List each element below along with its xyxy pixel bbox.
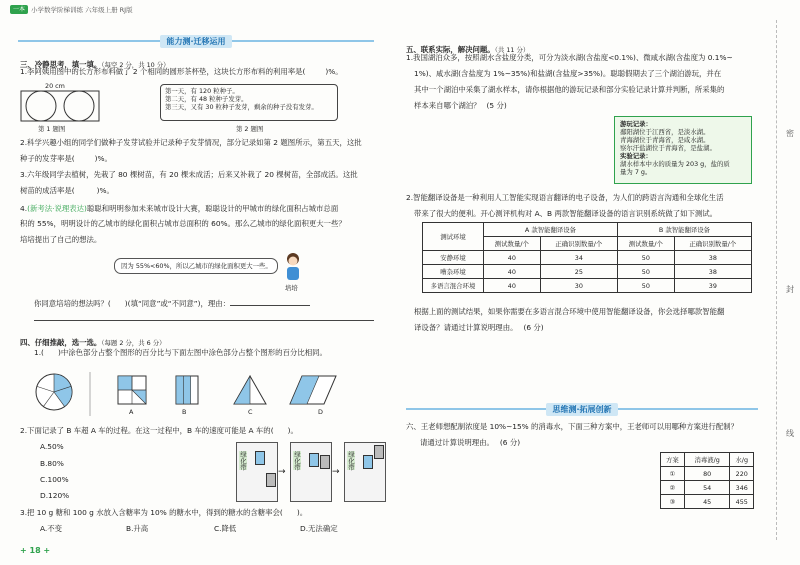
arrow-icon: →: [278, 467, 286, 477]
reference-circle: [36, 374, 72, 410]
fig2-caption: 第 2 题图: [236, 125, 264, 133]
side-mark: 线: [786, 429, 794, 438]
thinking-banner: [406, 402, 758, 416]
overtake-diagram: [236, 442, 386, 502]
coaster-circle-1: [26, 91, 56, 121]
table-row: 安静环境 40 34 50 38: [423, 251, 752, 265]
road-frame-2: 绿化带: [290, 442, 332, 502]
table-header: B 款智能翻译设备: [617, 223, 751, 237]
table-row: ① 80 220: [661, 467, 754, 481]
seed-log-card: [160, 84, 338, 121]
shape-label: C: [248, 408, 253, 416]
fabric-rectangle: [20, 90, 102, 124]
speaker-label: 培培: [285, 284, 298, 292]
road-frame-3: 绿化带: [344, 442, 386, 502]
table-row: ② 54 346: [661, 481, 754, 495]
q4-3-option[interactable]: C.降低: [214, 524, 237, 533]
seed-log-line: 第一天，有 120 粒种子。: [165, 87, 239, 95]
speech-text: 因为 55%<60%，所以乙城市的绿化面积更大一些。: [121, 262, 272, 270]
shape-label: D: [318, 408, 323, 416]
seal-line: [776, 20, 777, 540]
q4-2-option[interactable]: B.80%: [40, 459, 64, 468]
travel-line: 青海湖位于青海省，是咸水湖。: [620, 136, 710, 144]
section-3-heading: 三、冷静思考，填一填。（每空 2 分，共 10 分）: [20, 60, 170, 69]
new-format-tag: (新考法·说理表达): [27, 204, 87, 213]
q3-4d: 你同意培培的想法吗？( )(填“同意”或“不同意”)，理由：: [34, 299, 310, 309]
table-subheader: 正确识别数量/个: [674, 237, 751, 251]
table-subheader: 测试数量/个: [484, 237, 541, 251]
answer-line[interactable]: [34, 320, 374, 321]
seed-log-line: 第三天，又有 30 粒种子发芽，剩余的种子没有发芽。: [165, 103, 318, 111]
q3-1: 1.李阿姨用图中的长方形布料做了 2 个相同的圆形茶杯垫，这块长方形布料的利用率是( )%。: [20, 67, 343, 76]
q5-2a: 2.智能翻译设备是一种利用人工智能实现语言翻译的电子设备，为人们的跨语言沟通和全球化生活: [406, 193, 724, 202]
shape-label: B: [182, 408, 187, 416]
section-4-heading: 四、仔细推敲，选一选。（每题 2 分，共 6 分）: [20, 338, 166, 347]
arrow-icon: →: [332, 467, 340, 477]
shape-a: [118, 376, 146, 404]
seed-log-line: 第二天，有 48 粒种子发芽。: [165, 95, 248, 103]
shape-d: [290, 376, 336, 404]
travel-line: 察尔汗盐湖位于青海省，是盐湖。: [620, 144, 716, 152]
page-number: + 18 +: [20, 546, 51, 555]
shape-options: [34, 372, 374, 418]
q5-1a: 1.我国湖泊众多，按照湖水含盐度分类，可分为淡水湖(含盐度<0.1%)、微咸水湖(含盐度为 0.1%~: [406, 53, 733, 62]
q4-3-option[interactable]: D.无法确定: [300, 524, 338, 533]
travel-line: 鄱阳湖位于江西省，是淡水湖。: [620, 128, 710, 136]
section-5-heading: 五、联系实际，解决问题。（共 11 分）: [406, 45, 530, 54]
student-figure-icon: [282, 252, 304, 284]
q5-2c: 根据上面的测试结果，如果你需要在多语言混合环境中使用智能翻译设备，你会选择哪款智能翻: [414, 307, 725, 316]
table-row: 嘈杂环境 40 25 50 38: [423, 265, 752, 279]
table-header: 测试环境: [423, 223, 484, 251]
table-row: ③ 45 455: [661, 495, 754, 509]
coaster-circle-2: [64, 91, 94, 121]
car-a: [255, 451, 265, 465]
q3-2b: 种子的发芽率是( )%。: [20, 154, 112, 163]
table-header: 消毒液/g: [684, 453, 730, 467]
side-mark: 封: [786, 285, 794, 294]
table-subheader: 正确识别数量/个: [540, 237, 617, 251]
q6-b: 请通过计算说明理由。 (6 分): [420, 438, 521, 447]
car-b: [266, 473, 276, 487]
banner-label: 能力测·迁移运用: [160, 35, 231, 48]
series-title: 小学数学阶梯训练 六年级上册 RJ版: [31, 5, 133, 14]
q4-2-option[interactable]: A.50%: [40, 442, 64, 451]
table-header: A 款智能翻译设备: [484, 223, 618, 237]
table-row: 多语言混合环境 40 30 50 39: [423, 279, 752, 293]
q4-2-option[interactable]: C.100%: [40, 475, 69, 484]
table-subheader: 测试数量/个: [617, 237, 674, 251]
fig1-caption: 第 1 题图: [38, 125, 66, 133]
table-header: 水/g: [730, 453, 754, 467]
q4-1: 1.( )中涂色部分占整个图形的百分比与下面左图中涂色部分占整个图形的百分比相同。: [34, 348, 327, 357]
ability-banner: [18, 34, 374, 48]
exp-line: 量为 7 g。: [620, 168, 652, 176]
banner-label: 思维测·拓展创新: [546, 403, 617, 416]
side-mark: 密: [786, 129, 794, 138]
exp-line: 湖水样本中水的质量为 203 g，盐的质: [620, 160, 730, 168]
q4-2-option[interactable]: D.120%: [40, 491, 70, 500]
q5-1c: 其中一个湖泊中采集了湖水样本，请你根据他的游玩记录和部分实验记录计算并判断，所采集的: [414, 85, 725, 94]
road-frame-1: 绿化带: [236, 442, 278, 502]
table-header: 方案: [661, 453, 685, 467]
width-label: 20 cm: [45, 82, 65, 90]
shape-b: [176, 376, 198, 404]
shape-c: [234, 376, 266, 404]
q3-4b: 积的 55%，明明设计的乙城市的绿化面积占城市总面积的 60%。那么乙城市的绿化面积更大一些？: [20, 219, 346, 228]
q3-3a: 3.六年级同学去植树，先栽了 80 棵树苗，有 20 棵未成活；后来又补栽了 20 棵树苗，全部成活。这批: [20, 170, 358, 179]
q5-1b: 1%)、咸水湖(含盐度为 1%~35%)和盐湖(含盐度>35%)。聪聪假期去了三个湖泊游玩，并在: [414, 69, 722, 78]
q5-2b: 带来了很大的便利。开心测评机构对 A、B 两款智能翻译设备的语言识别系统做了如下测试。: [414, 209, 718, 218]
q5-2d: 译设备？请通过计算说明理由。 (6 分): [414, 323, 544, 332]
speech-bubble: [114, 258, 278, 274]
q3-4a: 4.(新考法·说理表达)聪聪和明明参加未来城市设计大赛，聪聪设计的甲城市的绿化面积占城市总面: [20, 204, 339, 213]
q3-4c: 培培提出了自己的想法。: [20, 235, 102, 244]
page-header: [10, 4, 133, 14]
q6-a: 六、王老师想配制浓度是 10%~15% 的消毒水，下面三种方案中，王老师可以用哪种方案进行配制？: [406, 422, 738, 431]
series-logo: 一本: [10, 5, 28, 14]
q3-3b: 树苗的成活率是( )%。: [20, 186, 114, 195]
record-note: 游玩记录： 鄱阳湖位于江西省，是淡水湖。 青海湖位于青海省，是咸水湖。 察尔汗盐湖位于青海省，是盐湖。 实验记录： 湖水样本中水的质量为 203 g，盐的质 量为 7 g。: [614, 116, 752, 184]
q4-2: 2.下面记录了 B 车超 A 车的过程。在这一过程中，B 车的速度可能是 A 车的( )。: [20, 426, 298, 435]
q5-1d: 样本来自哪个湖泊？ (5 分): [414, 101, 507, 110]
q4-3: 3.把 10 g 糖和 100 g 水放入含糖率为 10% 的糖水中，得到的糖水的含糖率会( )。: [20, 508, 308, 517]
shape-label: A: [129, 408, 134, 416]
q3-2a: 2.科学兴趣小组的同学们做种子发芽试验并记录种子发芽情况，部分记录如第 2 题图所示，第五天，这批: [20, 138, 362, 147]
fabric-figure: [20, 82, 102, 122]
q4-3-option[interactable]: A.不变: [40, 524, 63, 533]
q4-3-option[interactable]: B.升高: [126, 524, 149, 533]
translator-table: [422, 222, 752, 293]
disinfectant-table: [660, 452, 754, 509]
